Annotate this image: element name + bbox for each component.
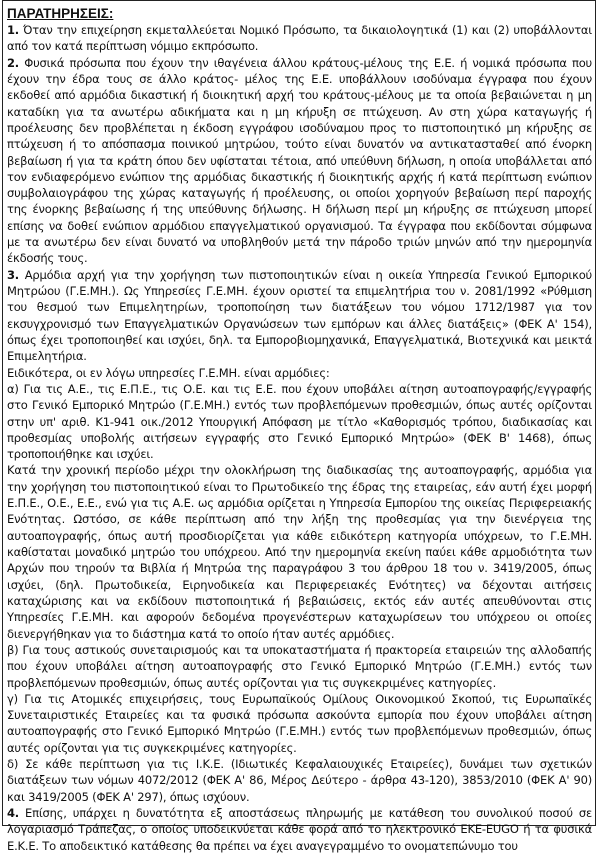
paragraph-b (7, 642, 592, 691)
paragraph-text: Ειδικότερα, οι εν λόγω υπηρεσίες Γ.Ε.ΜΗ. είναι αρμόδιες: (7, 365, 330, 380)
paragraph-d (7, 756, 592, 805)
paragraph-text: Κατά την χρονική περίοδο μέχρι την ολοκλήρωση της διαδικασίας της αυτοαπογραφής, αρμόδια για την χορήγηση του πιστοποιητικού είναι το Πρωτοδικείο της έδρας της εταιρείας, εάν αυτή έχει μορφή Ε.Π.Ε., Ο.Ε., Ε.Ε., ενώ για τις Α.Ε. ως αρμόδια ορίζεται η Υπηρεσία Εμπορίου της οικείας Περιφερειακής Ενότητας. Ωστόσο, σε κάθε περίπτωση από την λήξη της προθεσμίας για την διενέργεια της αυτοαπογραφής, όπως αυτή προσδιορίζεται για κάθε ειδικότερη κατηγορία υπόχρεων, το Γ.Ε.ΜΗ. καθίσταται μοναδικό μητρώο του υπόχρεου. Από την ημερομηνία εκείνη παύει κάθε αρμοδιότητα των Αρχών που τηρούν τα Βιβλία ή Μητρώα της παραγράφου 3 του άρθρου 18 του ν. 3419/2005, όπως ισχύει, (δηλ. Πρωτοδικεία, Ειρηνοδικεία και Περιφερειακές Ενότητες) να δέχονται αιτήσεις καταχώρισης και να εκδίδουν πιστοποιητικά ή βεβαιώσεις, εκτός εάν αυτές απευθύνονται στις Υπηρεσίες Γ.Ε.ΜΗ. και αφορούν δεδομένα προγενέστερων καταχωρίσεων του υπόχρεου οι οποίες διενεργήθηκαν για το διάστημα κατά το οποίο ήταν αυτές αρμόδιες. (7, 463, 592, 641)
paragraph-text: Φυσικά πρόσωπα που έχουν την ιθαγένεια άλλου κράτους-μέλους της Ε.Ε. ή νομικά πρόσωπα που έχουν την έδρα τους σε άλλο κράτος- μέλος της Ε.Ε. υποβάλλουν ισοδύναμα έγγραφα που έχουν εκδοθεί από αρμόδια δικαστική ή διοικητική αρχή του κράτους-μέλους με τα οποία βεβαιώνεται η μη καταδίκη για τα ανωτέρω αδικήματα και η μη κήρυξη σε πτώχευση. Αν στη χώρα καταγωγής ή προέλευσης δεν προβλέπεται η έκδοση εγγράφου ισοδύναμου προς το πιστοποιητικό μη κήρυξης σε πτώχευση ή το απόσπασμα ποινικού μητρώου, τούτο είναι δυνατόν να αντικατασταθεί από ένορκη βεβαίωση ή για τα κράτη όπου δεν υφίσταται τέτοια, από υπεύθυνη δήλωση, η οποία υποβάλλεται από τον ενδιαφερόμενο ενώπιον της αρμόδιας δικαστικής ή διοικητικής αρχής ή κατά περίπτωση ενώπιον συμβολαιογράφου της χώρας καταγωγής ή προέλευσης, οι οποίοι χορηγούν βεβαίωση περί παροχής της ένορκης βεβαίωσης ή της υπεύθυνης δήλωσης. Η δήλωση περί μη κήρυξης σε πτώχευση μπορεί επίσης να δοθεί ενώπιον αρμόδιου επαγγελματικού οργανισμού. Τα έγγραφα που εκδίδονται σύμφωνα με τα ανωτέρω δεν είναι δυνατό να υποβληθούν μετά την πάροδο τριών μηνών από την ημερομηνία έκδοσής τους. (7, 55, 592, 266)
paragraph-c (7, 691, 592, 756)
paragraph-transition-period (7, 462, 592, 641)
paragraph-4 (7, 805, 592, 854)
paragraph-text: α) Για τις Α.Ε., τις Ε.Π.Ε., τις Ο.Ε. και τις Ε.Ε. που έχουν υποβάλει αίτηση αυτοαπογραφής/εγγραφής στο Γενικό Εμπορικό Μητρώο (Γ.Ε.ΜΗ.) εντός των προβλεπόμενων προθεσμιών, όπως αυτές ορίζονται στην υπ' αριθ. Κ1-941 οικ./2012 Υπουργική Απόφαση με τίτλο «Καθορισμός τρόπου, διαδικασίας και προθεσμίας υποβολής αιτήσεων εγγραφής στο Γενικό Εμπορικό Μητρώο» (ΦΕΚ Β' 1468), όπως τροποποιήθηκε και ισχύει. (7, 381, 592, 462)
paragraph-a (7, 381, 592, 463)
paragraph-number: 2. (7, 55, 19, 70)
paragraph-text: γ) Για τις Ατομικές επιχειρήσεις, τους Ευρωπαϊκούς Ομίλους Οικονομικού Σκοπού, τις Ευρωπαϊκές Συνεταιριστικές Εταιρείες και τα φυσικά πρόσωπα ασκούντα εμπορία που έχουν υποβάλει αίτηση αυτοαπογραφής στο Γενικό Εμπορικό Μητρώο (Γ.Ε.ΜΗ.) εντός των προβλεπόμενων προθεσμιών, όπως αυτές ορίζονται για τις συγκεκριμένες κατηγορίες. (7, 691, 592, 755)
paragraph-text: δ) Σε κάθε περίπτωση για τις Ι.Κ.Ε. (Ιδιωτικές Κεφαλαιουχικές Εταιρείες), δυνάμει των σχετικών διατάξεων των νόμων 4072/2012 (ΦΕΚ Α' 86, Μέρος Δεύτερο - άρθρα 43-120), 3853/2010 (ΦΕΚ Α' 90) και 3419/2005 (ΦΕΚ Α' 297), όπως ισχύουν. (7, 757, 592, 804)
paragraph-1 (7, 22, 592, 55)
paragraph-text: Επίσης, υπάρχει η δυνατότητα εξ αποστάσεως πληρωμής με κατάθεση του συνολικού ποσού σε λογαριασμό Τράπεζας, ο οποίος υποδεικνύεται κάθε φορά από το ηλεκτρονικό ΕΚΕ-EUGO ή τα φυσικά Ε.Κ.Ε. Το αποδεικτικό κατάθεσης θα πρέπει να έχει αναγεγραμμένο το ονοματεπώνυμο του (7, 806, 592, 853)
paragraph-text: Αρμόδια αρχή για την χορήγηση των πιστοποιητικών είναι η οικεία Υπηρεσία Γενικού Εμπορικού Μητρώου (Γ.Ε.ΜΗ.). Ως Υπηρεσίες Γ.Ε.ΜΗ. έχουν οριστεί τα επιμελητήρια του ν. 2081/1992 «Ρύθμιση του θεσμού των Επιμελητηρίων, τροποποίηση των διατάξεων του νόμου 1712/1987 για τον εκσυγχρονισμό των Επαγγελματικών Οργανώσεων των εμπόρων και άλλες διατάξεις» (ΦΕΚ Α' 154), όπως έχει τροποποιηθεί και ισχύει, δηλ. τα Εμποροβιομηχανικά, Επαγγελματικά, Βιοτεχνικά και μεικτά Επιμελητήρια. (7, 267, 592, 364)
paragraph-2 (7, 55, 592, 267)
notes-heading: ΠΑΡΑΤΗΡΗΣΕΙΣ: (7, 6, 114, 21)
paragraph-number: 3. (7, 267, 19, 282)
paragraph-text: β) Για τους αστικούς συνεταιρισμούς και τα υποκαταστήματα ή πρακτορεία εταιρειών της αλλοδαπής που έχουν υποβάλει αίτηση αυτοαπογραφής στο Γενικό Εμπορικό Μητρώο (Γ.Ε.ΜΗ.) εντός των προβλεπόμενων προθεσμιών, όπως αυτές ορίζονται για τις συγκεκριμένες κατηγορίες. (7, 642, 592, 690)
paragraph-number: 1. (7, 23, 19, 37)
paragraph-specifically (7, 365, 592, 381)
notes-body (7, 22, 592, 854)
paragraph-text: Όταν την επιχείρηση εκμεταλλεύεται Νομικό Πρόσωπο, τα δικαιολογητικά (1) και (2) υποβάλλονται από τον κατά περίπτωση νόμιμο εκπρόσωπο. (7, 23, 592, 54)
notes-box (2, 0, 596, 853)
paragraph-3 (7, 267, 592, 365)
paragraph-number: 4. (7, 806, 19, 820)
